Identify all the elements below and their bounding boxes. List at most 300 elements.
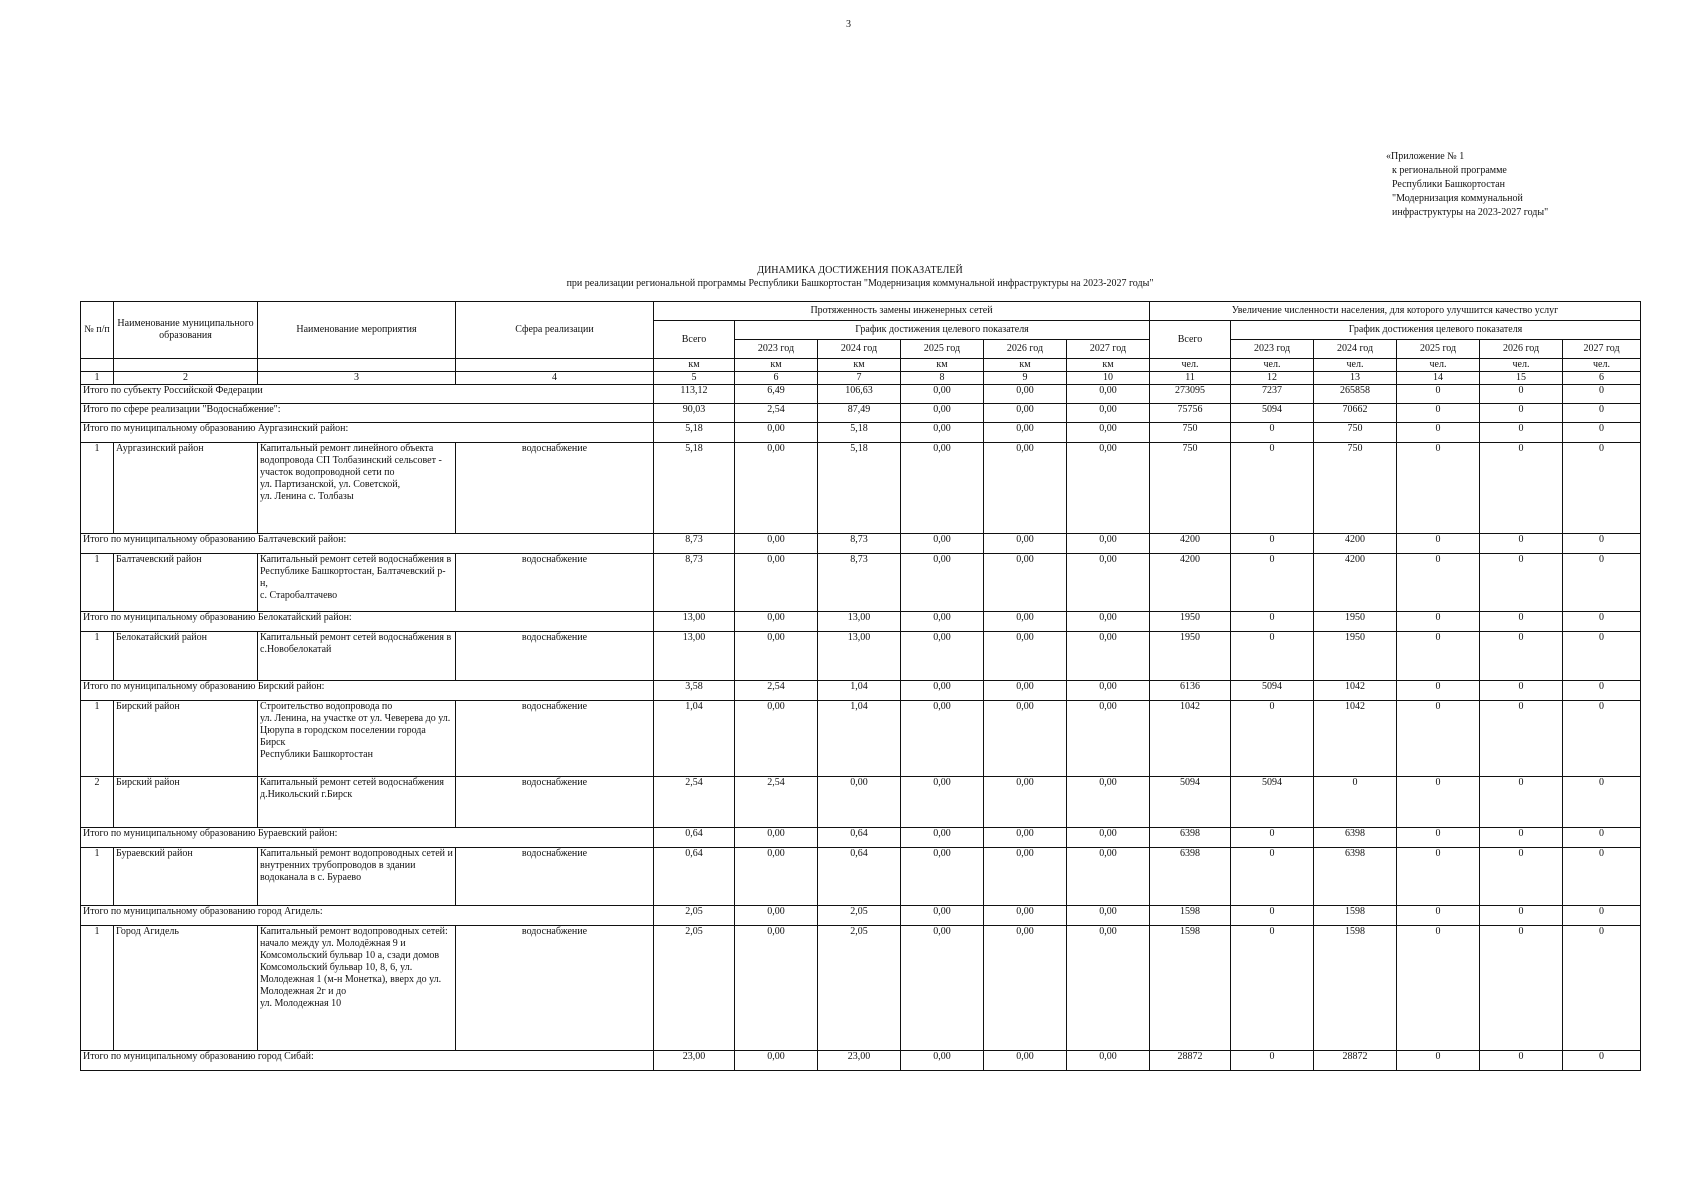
value-cell: 0,00 [1067,612,1150,632]
value-cell: 1,04 [818,701,901,777]
value-cell: 0 [1480,554,1563,612]
unit-cell: чел. [1480,359,1563,372]
value-cell: 70662 [1314,404,1397,423]
total-row-label: Итого по муниципальному образованию Аургазинский район: [81,423,654,443]
value-cell: 0,64 [654,828,735,848]
header-year: 2026 год [984,340,1067,359]
title-line-2: при реализации региональной программы Республики Башкортостан "Модернизация коммунальной инфраструктуры на 2023-2027 годы" [566,278,1154,289]
value-cell: 0 [1397,906,1480,926]
column-number: 1 [81,372,114,385]
header-sphere: Сфера реализации [456,302,654,359]
value-cell: 0,00 [901,1051,984,1071]
total-row-label: Итого по муниципальному образованию Балтачевский район: [81,534,654,554]
value-cell: 0,00 [901,632,984,681]
value-cell: 0,00 [901,423,984,443]
value-cell: 0 [1314,777,1397,828]
sphere-cell: водоснабжение [456,848,654,906]
value-cell: 0 [1480,404,1563,423]
value-cell: 0 [1563,848,1641,906]
value-cell: 0 [1480,443,1563,534]
value-cell: 750 [1150,423,1231,443]
total-row-label: Итого по сфере реализации "Водоснабжение": [81,404,654,423]
row-number: 1 [81,848,114,906]
value-cell: 0 [1563,828,1641,848]
value-cell: 0 [1480,385,1563,404]
table-row [81,701,1641,777]
value-cell: 0,00 [1067,906,1150,926]
total-row [81,385,1641,404]
measure-cell: Капитальный ремонт сетей водоснабжения в Республике Башкортостан, Балтачевский р-н, с. Старобалтачево [258,554,456,612]
value-cell: 0,00 [901,534,984,554]
value-cell: 87,49 [818,404,901,423]
sphere-cell: водоснабжение [456,632,654,681]
total-row [81,612,1641,632]
column-number: 11 [1150,372,1231,385]
value-cell: 0 [1563,423,1641,443]
value-cell: 2,54 [654,777,735,828]
value-cell: 0,00 [1067,385,1150,404]
value-cell: 28872 [1150,1051,1231,1071]
value-cell: 0,00 [984,443,1067,534]
value-cell: 0 [1231,554,1314,612]
sphere-cell: водоснабжение [456,443,654,534]
header-year: 2023 год [735,340,818,359]
value-cell: 0 [1480,926,1563,1051]
sphere-cell: водоснабжение [456,701,654,777]
value-cell: 1,04 [654,701,735,777]
value-cell: 0,00 [1067,926,1150,1051]
value-cell: 0 [1397,681,1480,701]
value-cell: 0,00 [735,701,818,777]
value-cell: 0 [1397,926,1480,1051]
value-cell: 13,00 [654,612,735,632]
value-cell: 0 [1397,828,1480,848]
header-year: 2024 год [1314,340,1397,359]
value-cell: 1950 [1314,612,1397,632]
value-cell: 0,00 [901,404,984,423]
unit-cell: чел. [1563,359,1641,372]
appendix-line: инфраструктуры на 2023-2027 годы" [1392,207,1549,218]
value-cell: 1598 [1314,926,1397,1051]
column-number: 13 [1314,372,1397,385]
value-cell: 0,00 [901,701,984,777]
municipality-cell: Бураевский район [114,848,258,906]
value-cell: 0 [1480,828,1563,848]
value-cell: 6398 [1314,848,1397,906]
column-number: 7 [818,372,901,385]
unit-cell: км [901,359,984,372]
value-cell: 5094 [1231,777,1314,828]
value-cell: 0 [1563,385,1641,404]
value-cell: 23,00 [818,1051,901,1071]
value-cell: 1950 [1314,632,1397,681]
value-cell: 0,00 [1067,848,1150,906]
value-cell: 0 [1397,612,1480,632]
header-year: 2027 год [1067,340,1150,359]
unit-cell: чел. [1314,359,1397,372]
appendix-line: "Модернизация коммунальной [1392,193,1523,204]
value-cell: 13,00 [818,612,901,632]
total-row-label: Итого по муниципальному образованию Бураевский район: [81,828,654,848]
column-number: 2 [114,372,258,385]
value-cell: 0,00 [984,385,1067,404]
value-cell: 13,00 [818,632,901,681]
value-cell: 0,64 [654,848,735,906]
table-row [81,777,1641,828]
value-cell: 2,54 [735,404,818,423]
value-cell: 0 [1563,554,1641,612]
unit-cell: чел. [1231,359,1314,372]
value-cell: 0 [1397,554,1480,612]
value-cell: 5094 [1231,681,1314,701]
value-cell: 4200 [1314,554,1397,612]
appendix-note [1386,150,1652,220]
value-cell: 0 [1480,777,1563,828]
value-cell: 0 [1480,681,1563,701]
column-number: 6 [1563,372,1641,385]
value-cell: 0,00 [1067,681,1150,701]
value-cell: 0,00 [984,681,1067,701]
value-cell: 1042 [1314,681,1397,701]
value-cell: 0,00 [735,926,818,1051]
column-number: 4 [456,372,654,385]
total-row-label: Итого по муниципальному образованию город Сибай: [81,1051,654,1071]
value-cell: 0,00 [901,554,984,612]
value-cell: 1042 [1314,701,1397,777]
value-cell: 8,73 [818,534,901,554]
municipality-cell: Бирский район [114,701,258,777]
value-cell: 0,00 [735,906,818,926]
value-cell: 0 [1480,906,1563,926]
unit-cell: км [818,359,901,372]
value-cell: 0,00 [984,632,1067,681]
unit-cell: чел. [1397,359,1480,372]
value-cell: 0,00 [901,777,984,828]
table-row [81,554,1641,612]
value-cell: 5,18 [818,423,901,443]
value-cell: 273095 [1150,385,1231,404]
unit-cell: км [1067,359,1150,372]
column-number: 10 [1067,372,1150,385]
header-municipality: Наименование муниципального образования [114,302,258,359]
appendix-line: «Приложение № 1 [1386,151,1465,162]
value-cell: 0,00 [1067,777,1150,828]
value-cell: 2,54 [735,681,818,701]
value-cell: 1,04 [818,681,901,701]
value-cell: 0 [1563,443,1641,534]
unit-cell: чел. [1150,359,1231,372]
value-cell: 1598 [1314,906,1397,926]
value-cell: 0,00 [1067,1051,1150,1071]
value-cell: 0,00 [901,612,984,632]
municipality-cell: Город Агидель [114,926,258,1051]
measure-cell: Капитальный ремонт сетей водоснабжения д.Никольский г.Бирск [258,777,456,828]
value-cell: 6398 [1314,828,1397,848]
value-cell: 0,00 [735,1051,818,1071]
value-cell: 0 [1231,612,1314,632]
value-cell: 75756 [1150,404,1231,423]
value-cell: 0,00 [1067,632,1150,681]
column-number: 3 [258,372,456,385]
value-cell: 106,63 [818,385,901,404]
value-cell: 750 [1150,443,1231,534]
value-cell: 7237 [1231,385,1314,404]
value-cell: 0 [1480,632,1563,681]
row-number: 1 [81,701,114,777]
municipality-cell: Бирский район [114,777,258,828]
municipality-cell: Балтачевский район [114,554,258,612]
value-cell: 1042 [1150,701,1231,777]
value-cell: 0 [1480,701,1563,777]
value-cell: 750 [1314,423,1397,443]
value-cell: 0,64 [818,848,901,906]
title-line-1: ДИНАМИКА ДОСТИЖЕНИЯ ПОКАЗАТЕЛЕЙ [757,265,963,276]
unit-cell: км [735,359,818,372]
header-num: № п/п [81,302,114,359]
value-cell: 113,12 [654,385,735,404]
value-cell: 0,00 [984,554,1067,612]
value-cell: 0,00 [735,612,818,632]
page-number: 3 [846,19,851,30]
value-cell: 0,00 [1067,828,1150,848]
value-cell: 1950 [1150,632,1231,681]
sphere-cell: водоснабжение [456,777,654,828]
value-cell: 2,05 [818,926,901,1051]
value-cell: 0 [1563,612,1641,632]
total-row-label: Итого по муниципальному образованию Бирский район: [81,681,654,701]
value-cell: 0,00 [984,701,1067,777]
value-cell: 750 [1314,443,1397,534]
value-cell: 0 [1563,777,1641,828]
document-title [80,264,1640,290]
value-cell: 0 [1231,848,1314,906]
value-cell: 0 [1397,534,1480,554]
value-cell: 0 [1231,1051,1314,1071]
row-number: 1 [81,926,114,1051]
value-cell: 0 [1231,828,1314,848]
value-cell: 0 [1480,848,1563,906]
value-cell: 0 [1231,926,1314,1051]
header-total-people: Всего [1150,321,1231,359]
value-cell: 0,00 [984,404,1067,423]
indicators-table [80,301,1641,1071]
value-cell: 0,00 [984,828,1067,848]
column-number: 9 [984,372,1067,385]
value-cell: 0 [1397,701,1480,777]
header-population-group: Увеличение численности населения, для которого улучшится качество услуг [1150,302,1641,321]
total-row [81,423,1641,443]
column-number: 14 [1397,372,1480,385]
value-cell: 2,05 [654,926,735,1051]
value-cell: 5,18 [818,443,901,534]
header-year: 2026 год [1480,340,1563,359]
unit-cell: км [984,359,1067,372]
value-cell: 0,00 [901,848,984,906]
value-cell: 0,00 [1067,701,1150,777]
value-cell: 0 [1397,423,1480,443]
total-row [81,534,1641,554]
value-cell: 5,18 [654,423,735,443]
value-cell: 90,03 [654,404,735,423]
value-cell: 6,49 [735,385,818,404]
value-cell: 5094 [1231,404,1314,423]
header-networks-group: Протяженность замены инженерных сетей [654,302,1150,321]
column-number: 6 [735,372,818,385]
header-year: 2024 год [818,340,901,359]
total-row-label: Итого по муниципальному образованию Белокатайский район: [81,612,654,632]
table-row [81,848,1641,906]
total-row [81,906,1641,926]
measure-cell: Строительство водопровода по ул. Ленина, на участке от ул. Чеверева до ул. Цюрупа в городском поселении города Бирск Республики Башкортостан [258,701,456,777]
sphere-cell: водоснабжение [456,926,654,1051]
measure-cell: Капитальный ремонт водопроводных сетей и внутренних трубопроводов в здании водоканала в с. Бураево [258,848,456,906]
value-cell: 0 [1563,632,1641,681]
value-cell: 0 [1231,701,1314,777]
value-cell: 0 [1231,632,1314,681]
column-number: 5 [654,372,735,385]
value-cell: 0,64 [818,828,901,848]
municipality-cell: Аургазинский район [114,443,258,534]
measure-cell: Капитальный ремонт линейного объекта водопровода СП Толбазинский сельсовет - участок водопроводной сети по ул. Партизанской, ул. Советской, ул. Ленина с. Толбазы [258,443,456,534]
value-cell: 1598 [1150,926,1231,1051]
measure-cell: Капитальный ремонт сетей водоснабжения в с.Новобелокатай [258,632,456,681]
column-number: 12 [1231,372,1314,385]
column-number: 15 [1480,372,1563,385]
value-cell: 3,58 [654,681,735,701]
header-total-km: Всего [654,321,735,359]
total-row [81,828,1641,848]
value-cell: 0,00 [735,828,818,848]
appendix-line: к региональной программе [1392,165,1507,176]
total-row-label: Итого по муниципальному образованию город Агидель: [81,906,654,926]
value-cell: 0 [1397,404,1480,423]
value-cell: 0 [1397,443,1480,534]
header-year: 2025 год [901,340,984,359]
value-cell: 1598 [1150,906,1231,926]
header-year: 2025 год [1397,340,1480,359]
total-row [81,404,1641,423]
value-cell: 0,00 [984,423,1067,443]
value-cell: 28872 [1314,1051,1397,1071]
value-cell: 0,00 [984,926,1067,1051]
value-cell: 0 [1397,848,1480,906]
value-cell: 0,00 [1067,423,1150,443]
value-cell: 0,00 [735,632,818,681]
measure-cell: Капитальный ремонт водопроводных сетей: начало между ул. Молодёжная 9 и Комсомольский бульвар 10 а, сзади домов Комсомольский бульвар 10, 8, 6, ул. Молодежная 1 (м-н Монетка), вверх до ул. Молодежная 2г и до ул. Молодежная 10 [258,926,456,1051]
total-row [81,1051,1641,1071]
value-cell: 0 [1563,701,1641,777]
value-cell: 0,00 [735,534,818,554]
value-cell: 0,00 [901,906,984,926]
value-cell: 0,00 [1067,404,1150,423]
value-cell: 0,00 [901,443,984,534]
value-cell: 2,05 [654,906,735,926]
value-cell: 2,54 [735,777,818,828]
value-cell: 0,00 [735,554,818,612]
value-cell: 0,00 [984,1051,1067,1071]
table-row [81,632,1641,681]
value-cell: 5094 [1150,777,1231,828]
value-cell: 6398 [1150,828,1231,848]
unit-cell: км [654,359,735,372]
value-cell: 0 [1563,926,1641,1051]
value-cell: 1950 [1150,612,1231,632]
value-cell: 0 [1563,681,1641,701]
value-cell: 0 [1231,906,1314,926]
value-cell: 0,00 [901,828,984,848]
value-cell: 0,00 [984,777,1067,828]
row-number: 1 [81,443,114,534]
value-cell: 4200 [1150,534,1231,554]
value-cell: 0 [1397,632,1480,681]
sphere-cell: водоснабжение [456,554,654,612]
row-number: 1 [81,554,114,612]
header-schedule-km: График достижения целевого показателя [735,321,1150,340]
header-year: 2027 год [1563,340,1641,359]
value-cell: 0,00 [901,385,984,404]
value-cell: 0 [1480,1051,1563,1071]
value-cell: 0 [1397,1051,1480,1071]
value-cell: 0,00 [735,848,818,906]
table-row [81,443,1641,534]
value-cell: 0 [1480,423,1563,443]
total-row [81,681,1641,701]
value-cell: 5,18 [654,443,735,534]
value-cell: 0,00 [901,681,984,701]
value-cell: 0,00 [1067,534,1150,554]
value-cell: 23,00 [654,1051,735,1071]
value-cell: 8,73 [654,534,735,554]
value-cell: 0 [1231,423,1314,443]
column-number: 8 [901,372,984,385]
value-cell: 0,00 [735,423,818,443]
value-cell: 0 [1563,534,1641,554]
value-cell: 0,00 [984,534,1067,554]
value-cell: 0,00 [984,848,1067,906]
header-year: 2023 год [1231,340,1314,359]
value-cell: 0 [1231,443,1314,534]
header-measure: Наименование мероприятия [258,302,456,359]
value-cell: 0 [1397,385,1480,404]
value-cell: 265858 [1314,385,1397,404]
value-cell: 6398 [1150,848,1231,906]
total-row-label: Итого по субъекту Российской Федерации [81,385,654,404]
value-cell: 0,00 [735,443,818,534]
appendix-line: Республики Башкортостан [1392,179,1505,190]
table-body [81,385,1641,1071]
value-cell: 0 [1480,612,1563,632]
value-cell: 0 [1563,906,1641,926]
row-number: 2 [81,777,114,828]
row-number: 1 [81,632,114,681]
value-cell: 2,05 [818,906,901,926]
municipality-cell: Белокатайский район [114,632,258,681]
value-cell: 8,73 [654,554,735,612]
value-cell: 0,00 [1067,443,1150,534]
value-cell: 0,00 [984,906,1067,926]
value-cell: 0,00 [984,612,1067,632]
table-row [81,926,1641,1051]
header-schedule-people: График достижения целевого показателя [1231,321,1641,340]
value-cell: 4200 [1314,534,1397,554]
value-cell: 4200 [1150,554,1231,612]
value-cell: 0 [1563,1051,1641,1071]
value-cell: 13,00 [654,632,735,681]
value-cell: 0,00 [901,926,984,1051]
value-cell: 6136 [1150,681,1231,701]
value-cell: 0,00 [1067,554,1150,612]
value-cell: 0,00 [818,777,901,828]
